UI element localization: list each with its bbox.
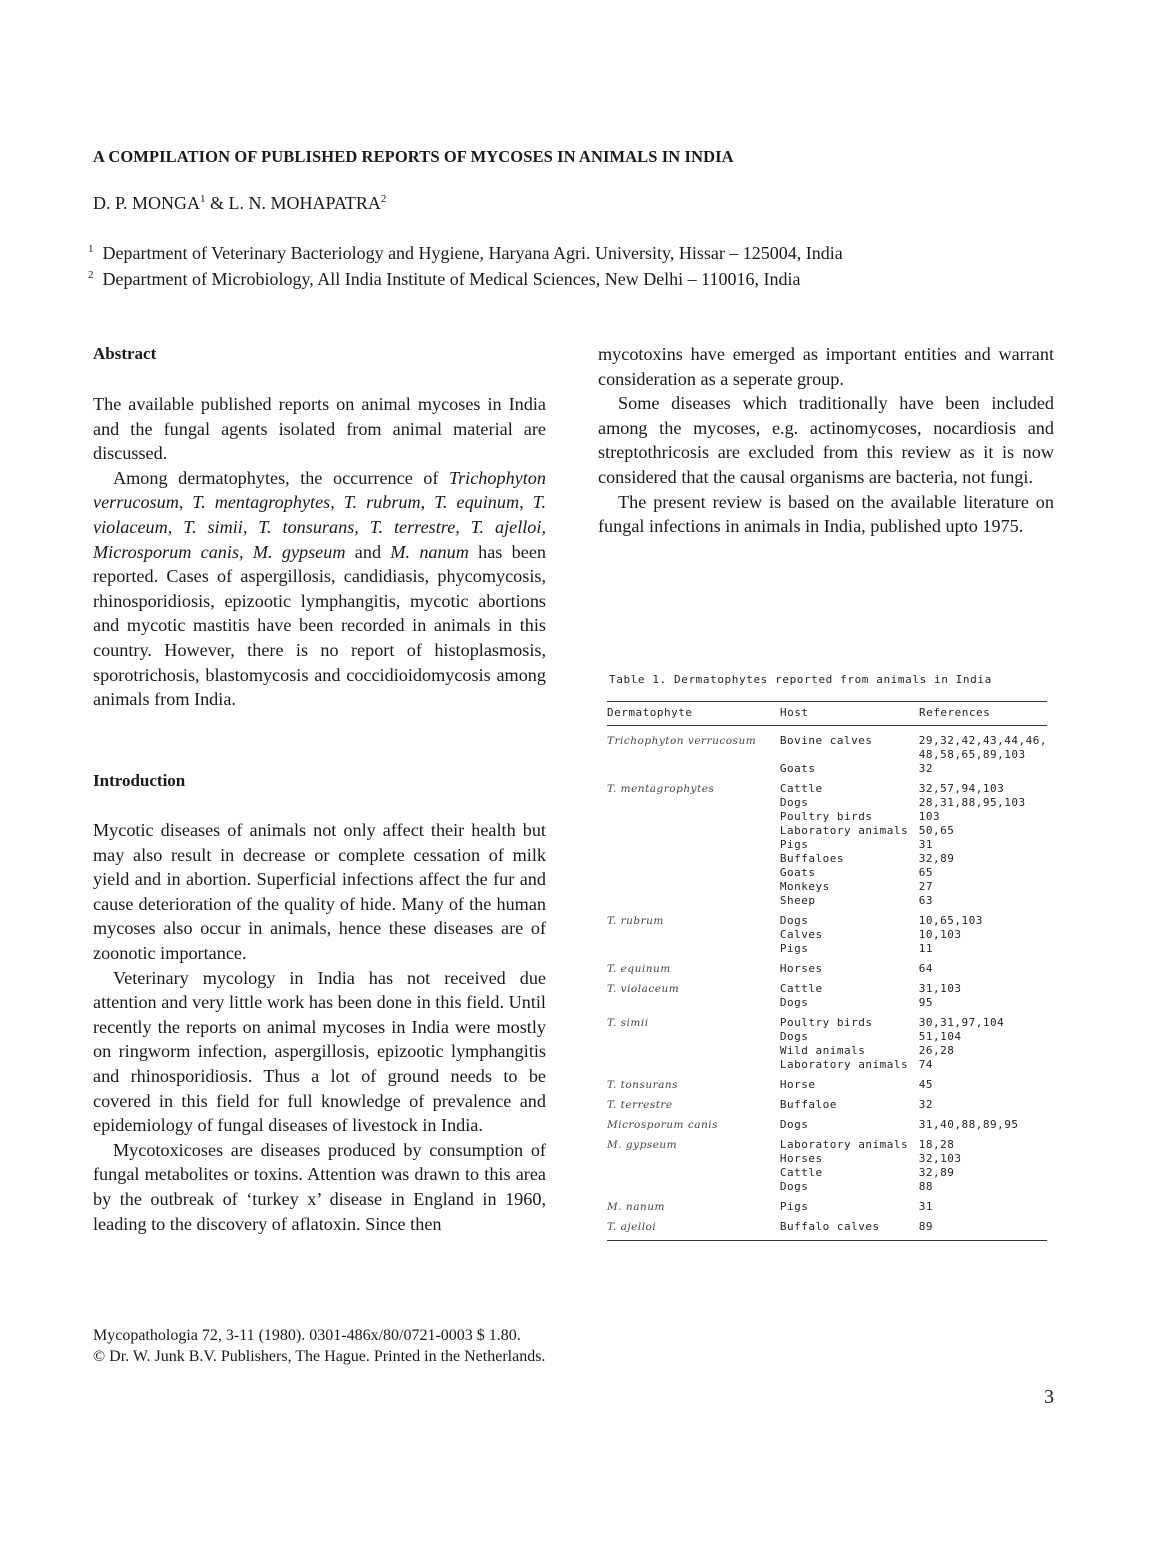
table-row [607,762,1047,776]
references-cell: 51,104 [918,1030,962,1043]
species-name: M. nanum [390,541,469,562]
paragraph [93,1138,546,1236]
references-cell: 30,31,97,104 [918,1016,1005,1029]
table-row [607,1194,1047,1214]
authors [93,193,386,214]
references-cell: 10,65,103 [918,914,983,927]
references-cell: 32 [918,1098,934,1111]
paragraph [598,342,1054,391]
text-run: has been reported. Cases of aspergillosis, candidiasis, phycomycosis, rhinosporidiosis, epizootic lymphangitis, mycotic abortions and mycotic mastitis have been recorded in animals in this country. However, there is no report of histoplasmosis, sporotrichosis, blastomycosis and coccidioidomycosis among animals from India. [93,541,546,710]
species-name: Trichophyton verrucosum, T. mentagrophytes, T. rubrum, T. equinum, T. violaceum, T. simii, T. tonsurans, T. terrestre, T. ajelloi, Microsporum canis, M. gypseum [93,467,546,562]
text-run: The present review is based on the available literature on fungal infections in animals in India, published upto 1975. [598,491,1054,537]
table-row [607,1010,1047,1030]
references-cell: 65 [918,866,934,879]
paragraph [598,391,1054,489]
dermatophyte-cell [607,1152,780,1166]
host-cell: Horses [779,962,823,975]
references-cell: 95 [918,996,934,1009]
host-cell: Sheep [779,894,816,907]
dermatophyte-cell [607,824,780,838]
text-run: Mycotic diseases of animals not only affect their health but may also result in decrease or complete cessation of milk yield and in abortion. Superficial infections affect the fur and cause deterioration of the quality of hide. Many of the human mycoses also occur in animals, hence these diseases are of zoonotic importance. [93,820,546,963]
text-run: Some diseases which traditionally have been included among the mycoses, e.g. actinomycoses, nocardiosis and streptothricosis are excluded from this review as it is now considered that the causal organisms are bacteria, not fungi. [598,393,1054,487]
text-run: The available published reports on animal mycoses in India and the fungal agents isolated from animal material are discussed. [93,394,546,464]
host-cell: Buffaloes [779,852,844,865]
host-cell: Pigs [779,1200,809,1213]
affiliation-text: Department of Microbiology, All India Institute of Medical Sciences, New Delhi – 110016, India [102,269,801,289]
references-cell: 31,40,88,89,95 [918,1118,1019,1131]
text-run: Among dermatophytes, the occurrence of [113,467,449,488]
host-cell: Cattle [779,782,823,795]
paragraph [93,818,546,966]
introduction-body [93,818,546,1236]
table-row [607,1072,1047,1092]
host-cell: Cattle [779,1166,823,1179]
dermatophyte-cell: T. equinum [607,963,671,975]
host-cell: Dogs [779,996,809,1009]
table-row [607,942,1047,956]
references-cell: 28,31,88,95,103 [918,796,1026,809]
dermatophyte-cell [607,894,780,908]
references-cell: 29,32,42,43,44,46, 48,58,65,89,103 [918,734,1047,761]
abstract-section [93,344,156,364]
abstract-heading: Abstract [93,344,157,363]
paragraph [93,466,546,712]
host-cell: Horses [779,1152,823,1165]
host-cell: Pigs [779,942,809,955]
references-cell: 32,89 [918,852,955,865]
references-cell: 88 [918,1180,934,1193]
introduction-section [93,771,185,791]
host-cell: Wild animals [779,1044,866,1057]
table-row [607,728,1047,762]
references-cell: 103 [918,810,941,823]
references-cell: 32 [918,762,934,775]
dermatophyte-cell: T. tonsurans [607,1079,679,1091]
citation: Mycopathologia 72, 3-11 (1980). 0301-486x/80/0721-0003 $ 1.80. [93,1327,521,1344]
table-row [607,1180,1047,1194]
paragraph [598,490,1054,539]
affiliation-mark: 2 [88,269,94,281]
host-cell: Dogs [779,1118,809,1131]
dermatophyte-cell [607,928,780,942]
references-cell: 26,28 [918,1044,955,1057]
host-cell: Dogs [779,914,809,927]
dermatophyte-cell: T. terrestre [607,1099,673,1111]
affiliation [88,269,801,290]
table-row [607,824,1047,838]
author-affiliation-mark: 2 [380,193,387,205]
dermatophyte-table [607,673,1047,1241]
abstract-body [93,392,546,712]
references-cell: 31 [918,838,934,851]
host-cell: Dogs [779,796,809,809]
copyright: © Dr. W. Junk B.V. Publishers, The Hague. Printed in the Netherlands. [93,1348,546,1365]
author-separator: & [205,193,229,213]
paragraph [93,966,546,1138]
dermatophyte-cell [607,1180,780,1194]
host-cell: Laboratory animals [779,824,909,837]
host-cell: Poultry birds [779,1016,873,1029]
footer [93,1325,545,1367]
references-cell: 10,103 [918,928,962,941]
dermatophyte-cell [607,796,780,810]
dermatophyte-cell: T. ajelloi [607,1221,657,1233]
table-header [607,706,1047,720]
table-row [607,1058,1047,1072]
references-cell: 50,65 [918,824,955,837]
dermatophyte-cell: T. simii [607,1017,649,1029]
references-cell: 63 [918,894,934,907]
references-cell: 11 [918,942,934,955]
table-row [607,894,1047,908]
host-cell: Horse [779,1078,816,1091]
table-caption: Table 1. Dermatophytes reported from animals in India [609,673,992,686]
column-header: Host [780,706,809,719]
dermatophyte-cell [607,1166,780,1180]
dermatophyte-cell [607,762,780,776]
affiliation-mark: 1 [88,243,94,255]
host-cell: Dogs [779,1180,809,1193]
host-cell: Pigs [779,838,809,851]
table-row [607,996,1047,1010]
table-row [607,1112,1047,1132]
host-cell: Poultry birds [779,810,873,823]
references-cell: 18,28 [918,1138,955,1151]
host-cell: Laboratory animals [779,1058,909,1071]
table-row [607,956,1047,976]
dermatophyte-cell [607,838,780,852]
author-name: L. N. MOHAPATRA [228,193,381,213]
dermatophyte-cell: Microsporum canis [607,1119,718,1131]
table-row [607,866,1047,880]
text-run: mycotoxins have emerged as important entities and warrant consideration as a seperate group. [598,344,1054,389]
introduction-heading: Introduction [93,771,186,790]
references-cell: 31,103 [918,982,962,995]
table-row [607,1166,1047,1180]
column-header: References [919,706,991,719]
table-row [607,976,1047,996]
affiliation-text: Department of Veterinary Bacteriology and Hygiene, Haryana Agri. University, Hissar – 125004, India [102,243,843,263]
dermatophyte-cell [607,852,780,866]
host-cell: Laboratory animals [779,1138,909,1151]
text-run: Veterinary mycology in India has not received due attention and very little work has been done in this field. Until recently the reports on animal mycoses in India were mostly on ringworm infection, aspergillosis, epizootic lymphangitis and rhinosporidiosis. Thus a lot of ground needs to be covered in this field for full knowledge of prevalence and epidemiology of fungal diseases of livestock in India. [93,967,546,1136]
author-name: D. P. MONGA [93,193,201,213]
table-body [607,728,1047,1234]
dermatophyte-cell [607,942,780,956]
references-cell: 89 [918,1220,934,1233]
host-cell: Monkeys [779,880,830,893]
table-row [607,1214,1047,1234]
dermatophyte-cell [607,996,780,1010]
dermatophyte-cell [607,866,780,880]
host-cell: Goats [779,762,816,775]
text-run: Mycotoxicoses are diseases produced by consumption of fungal metabolites or toxins. Attention was drawn to this area by the outbreak of ‘turkey x’ disease in England in 1960, leading to the discovery of aflatoxin. Since then [93,1139,546,1234]
host-cell: Cattle [779,982,823,995]
table-row [607,928,1047,942]
host-cell: Buffalo calves [779,1220,880,1233]
dermatophyte-cell [607,1058,780,1072]
table-row [607,1132,1047,1152]
references-cell: 32,57,94,103 [918,782,1005,795]
table-row [607,908,1047,928]
text-run: and [345,541,391,562]
affiliation [88,243,843,264]
table-row [607,776,1047,796]
table-row [607,1044,1047,1058]
references-cell: 45 [918,1078,934,1091]
table-row [607,810,1047,824]
host-cell: Calves [779,928,823,941]
table-row [607,1152,1047,1166]
dermatophyte-cell [607,810,780,824]
dermatophyte-cell [607,880,780,894]
dermatophyte-cell: M. gypseum [607,1139,678,1151]
dermatophyte-cell [607,1044,780,1058]
author-affiliation-mark: 1 [200,193,206,205]
references-cell: 32,89 [918,1166,955,1179]
dermatophyte-cell: M. nanum [607,1201,665,1213]
host-cell: Bovine calves [779,734,873,747]
paragraph [93,392,546,466]
table-row [607,838,1047,852]
references-cell: 31 [918,1200,934,1213]
table-row [607,1092,1047,1112]
table-row [607,1030,1047,1044]
dermatophyte-cell: T. violaceum [607,983,680,995]
dermatophyte-cell [607,1030,780,1044]
table-row [607,880,1047,894]
dermatophyte-cell: Trichophyton verrucosum [607,735,757,747]
table-row [607,796,1047,810]
paper-title: A COMPILATION OF PUBLISHED REPORTS OF MYCOSES IN ANIMALS IN INDIA [93,147,734,166]
host-cell: Goats [779,866,816,879]
references-cell: 64 [918,962,934,975]
references-cell: 74 [918,1058,934,1071]
table-row [607,852,1047,866]
host-cell: Buffaloe [779,1098,837,1111]
host-cell: Dogs [779,1030,809,1043]
references-cell: 32,103 [918,1152,962,1165]
dermatophyte-cell: T. mentagrophytes [607,783,715,795]
references-cell: 27 [918,880,934,893]
column-header: Dermatophyte [607,706,693,719]
page-number: 3 [1044,1386,1054,1408]
dermatophyte-cell: T. rubrum [607,915,664,927]
right-column-body [598,342,1054,539]
